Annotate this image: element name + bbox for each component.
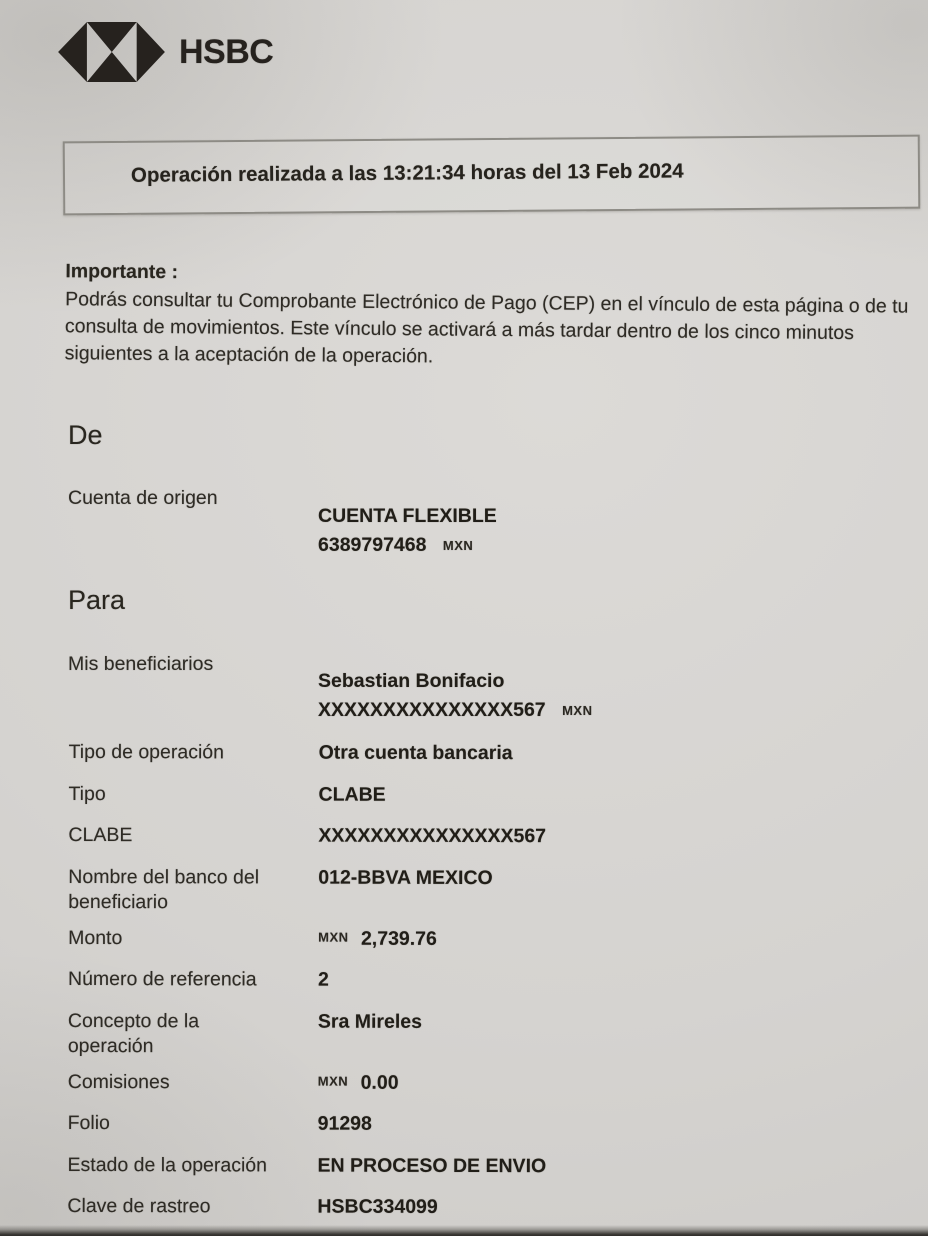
detail-row-concepto xyxy=(68,1008,878,1060)
detail-row-clabe xyxy=(68,823,878,850)
origin-account-label: Cuenta de origen xyxy=(68,487,218,509)
detail-label: Monto xyxy=(68,926,123,949)
beneficiary-row xyxy=(68,653,592,727)
detail-row-clave-rastreo xyxy=(67,1194,877,1221)
detail-value: 2,739.76 xyxy=(360,927,437,950)
detail-value-group xyxy=(318,1070,399,1095)
detail-label: Concepto de la operación xyxy=(67,1009,200,1057)
detail-label: Número de referencia xyxy=(67,967,257,991)
detail-label: Estado de la operación xyxy=(67,1153,268,1176)
detail-value: EN PROCESO DE ENVIO xyxy=(317,1154,547,1177)
origin-account-name: CUENTA FLEXIBLE xyxy=(318,505,497,527)
operation-banner-text: Operación realizada a las 13:21:34 horas del 13 Feb 2024 xyxy=(130,159,684,187)
detail-row-estado xyxy=(68,1152,878,1179)
beneficiary-name: Sebastian Bonifacio xyxy=(318,670,505,692)
detail-value-group xyxy=(318,926,437,951)
operation-banner xyxy=(63,135,921,216)
important-notice xyxy=(65,260,928,375)
origin-account-value xyxy=(318,487,497,562)
detail-label: Nombre del banco del beneficiario xyxy=(68,865,260,913)
detail-value: 2 xyxy=(317,968,329,991)
detail-value: XXXXXXXXXXXXXXX567 xyxy=(318,824,547,848)
detail-row-tipo xyxy=(68,781,878,808)
detail-value: 0.00 xyxy=(360,1071,399,1094)
origin-account-number: 6389797468 xyxy=(318,533,427,556)
fee-currency-code: MXN xyxy=(317,1073,349,1089)
origin-account-row xyxy=(68,487,497,562)
detail-row-monto xyxy=(68,925,878,952)
detail-row-tipo-operacion xyxy=(69,740,879,767)
beneficiary-account-line xyxy=(318,699,592,723)
detail-value: CLABE xyxy=(318,783,386,806)
beneficiary-currency-code: MXN xyxy=(562,702,593,718)
amount-currency-code: MXN xyxy=(318,929,349,945)
origin-account-number-line xyxy=(318,534,497,558)
beneficiary-account-number: XXXXXXXXXXXXXXX567 xyxy=(318,698,546,721)
notice-body: Podrás consultar tu Comprobante Electrónico de Pago (CEP) en el vínculo de esta página o de tu consulta de movimientos. Este vínculo se activará a más tardar dentro de los cinco minutos siguientes a la aceptación de la operación. xyxy=(64,288,909,368)
operation-details xyxy=(67,740,878,1236)
detail-label: Clave de rastreo xyxy=(67,1194,211,1218)
detail-row-banco-beneficiario xyxy=(68,864,878,916)
detail-value: 91298 xyxy=(317,1112,372,1135)
section-heading-para: Para xyxy=(68,585,126,615)
beneficiary-value xyxy=(318,653,592,727)
detail-label: Folio xyxy=(67,1111,110,1135)
detail-row-comisiones xyxy=(68,1069,878,1096)
detail-label: CLABE xyxy=(68,823,133,847)
hsbc-hexagon-icon xyxy=(58,22,165,82)
detail-row-referencia xyxy=(68,967,878,994)
detail-label: Tipo de operación xyxy=(68,740,225,764)
detail-value: Otra cuenta bancaria xyxy=(318,741,513,765)
beneficiary-label: Mis beneficiarios xyxy=(68,653,214,675)
brand-name: HSBC xyxy=(179,32,274,71)
detail-value: Sra Mireles xyxy=(317,1010,423,1033)
photo-bottom-edge xyxy=(0,1225,928,1236)
notice-title: Importante : xyxy=(65,260,179,284)
detail-value: HSBC334099 xyxy=(317,1195,438,1218)
detail-label: Tipo xyxy=(68,782,106,805)
section-heading-de: De xyxy=(68,420,103,450)
origin-currency-code: MXN xyxy=(442,537,474,553)
brand-header xyxy=(58,22,273,82)
detail-label: Comisiones xyxy=(67,1070,170,1093)
detail-value: 012-BBVA MEXICO xyxy=(318,866,493,889)
detail-row-folio xyxy=(68,1111,878,1138)
